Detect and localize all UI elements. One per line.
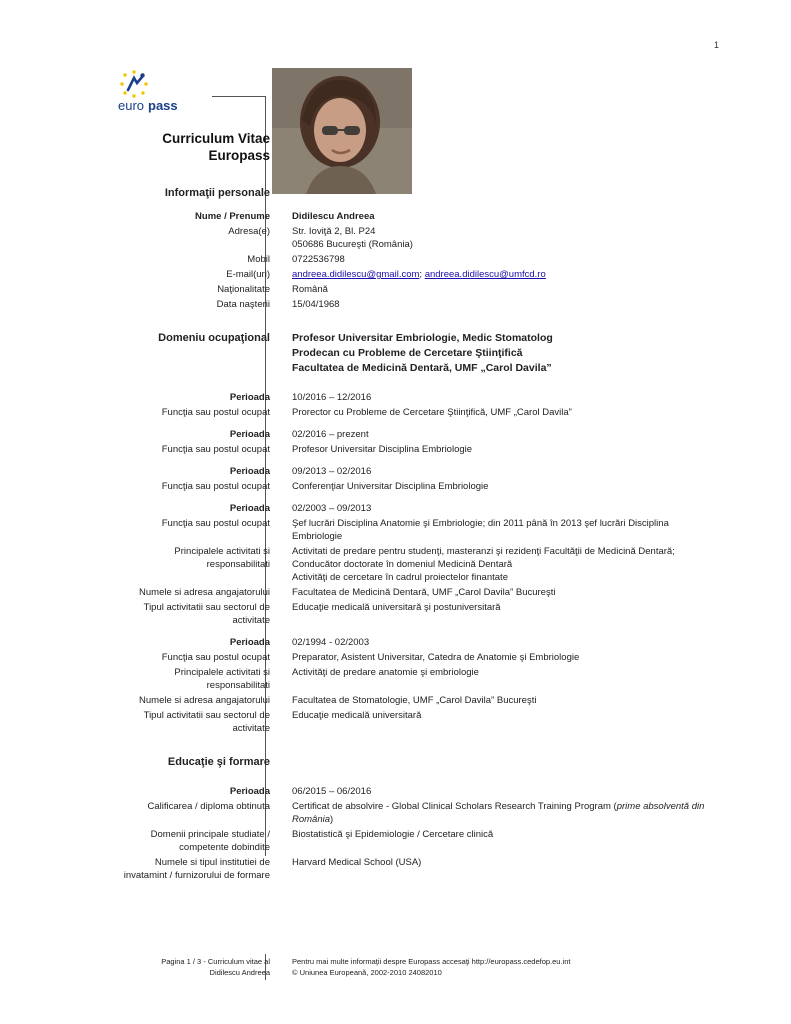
address-line-2: 050686 Bucureşti (România) xyxy=(292,239,413,250)
label-name: Nume / Prenume xyxy=(195,211,270,222)
label-edu-qualification-1: Calificarea / diploma obtinuta xyxy=(147,801,270,812)
label-sector-4: Tipul activitatii sau sectorul de activitate xyxy=(143,602,270,626)
value-edu-institution-1: Harvard Medical School (USA) xyxy=(292,857,422,868)
value-sector-4: Educaţie medicală universitară şi postuniversitară xyxy=(292,602,501,613)
row-position-1 xyxy=(0,406,791,419)
label-period-5: Perioada xyxy=(229,637,270,648)
label-email: E-mail(uri) xyxy=(226,269,270,280)
value-position-5: Preparator, Asistent Universitar, Catedra de Anatomie şi Embriologie xyxy=(292,652,580,663)
occupational-line-1: Profesor Universitar Embriologie, Medic Stomatolog xyxy=(292,332,553,344)
row-period-2 xyxy=(0,428,791,441)
page-number: 1 xyxy=(713,40,719,50)
footer-right-line-2: © Uniunea Europeană, 2002-2010 24082010 xyxy=(292,968,442,977)
occupational-line-3: Facultatea de Medicină Dentară, UMF „Carol Davila” xyxy=(292,362,552,374)
label-position-3: Funcţia sau postul ocupat xyxy=(161,481,270,492)
row-sector-4 xyxy=(0,601,791,627)
position-4-line-1: Şef lucrări Disciplina Anatomie şi Embriologie; din 2011 până în 2013 şef lucrări Disciplina xyxy=(292,518,669,529)
label-employer-5: Numele si adresa angajatorului xyxy=(139,695,270,706)
section-education-label: Educaţie şi formare xyxy=(167,756,270,768)
value-edu-subjects-1: Biostatistică şi Epidemiologie / Cercetare clinică xyxy=(292,829,494,840)
label-nationality: Naţionalitate xyxy=(217,284,270,295)
value-position-2: Profesor Universitar Disciplina Embriologie xyxy=(292,444,473,455)
value-period-2: 02/2016 – prezent xyxy=(292,429,369,440)
footer-right-line-1: Pentru mai multe informaţii despre Europass accesaţi http://europass.cedefop.eu.int xyxy=(292,957,571,966)
footer-left-line-1: Pagina 1 / 3 - Curriculum vitae al xyxy=(161,957,270,966)
label-activities-5: Principalele activitati si responsabilitati xyxy=(174,667,270,691)
title-line-2: Europass xyxy=(208,148,270,163)
email-link-1[interactable]: andreea.didilescu@gmail.com xyxy=(292,269,420,280)
value-position-3: Conferenţiar Universitar Disciplina Embriologie xyxy=(292,481,489,492)
value-email xyxy=(292,268,712,281)
label-period-2: Perioada xyxy=(229,429,270,440)
row-edu-qualification-1 xyxy=(0,800,791,826)
row-name xyxy=(0,210,791,223)
footer-right xyxy=(292,956,712,978)
label-period-4: Perioada xyxy=(229,503,270,514)
value-mobile: 0722536798 xyxy=(292,254,345,265)
row-position-2 xyxy=(0,443,791,456)
value-activities-5: Activităţi de predare anatomie şi embriologie xyxy=(292,667,479,678)
row-activities-4 xyxy=(0,545,791,584)
europass-logo xyxy=(112,68,212,116)
section-occupational-field xyxy=(0,331,791,376)
activities-4-line-1: Activitati de predare pentru studenţi, masteranzi şi rezidenţi Facultăţii de Medicină Dentară; xyxy=(292,546,675,557)
row-position-3 xyxy=(0,480,791,493)
label-edu-period-1: Perioada xyxy=(229,786,270,797)
position-4-line-2: Embriologie xyxy=(292,531,343,542)
profile-photo xyxy=(272,68,412,194)
row-position-4 xyxy=(0,517,791,543)
value-period-4: 02/2003 – 09/2013 xyxy=(292,503,372,514)
label-period-1: Perioada xyxy=(229,392,270,403)
activities-4-line-3: Activităţi de cercetare în cadrul proiectelor finantate xyxy=(292,572,508,583)
row-period-5 xyxy=(0,636,791,649)
row-email xyxy=(0,268,791,281)
label-position-5: Funcţia sau postul ocupat xyxy=(161,652,270,663)
label-edu-subjects-1: Domenii principale studiate / competente dobindite xyxy=(150,829,270,853)
value-employer-4: Facultatea de Medicină Dentară, UMF „Carol Davila” Bucureşti xyxy=(292,587,556,598)
value-edu-qualification-1 xyxy=(292,800,712,826)
section-personal-info-label: Informaţii personale xyxy=(164,187,270,199)
row-birth-date xyxy=(0,298,791,311)
label-edu-institution-1: Numele si tipul institutiei de invatamint / furnizorului de formare xyxy=(123,857,270,881)
row-period-4 xyxy=(0,502,791,515)
value-period-1: 10/2016 – 12/2016 xyxy=(292,392,372,403)
value-activities-4 xyxy=(292,545,712,584)
row-address xyxy=(0,225,791,251)
value-name: Didilescu Andreea xyxy=(292,211,375,222)
value-address xyxy=(292,225,712,251)
footer-left xyxy=(112,956,280,978)
value-nationality: Română xyxy=(292,284,328,295)
value-period-5: 02/1994 - 02/2003 xyxy=(292,637,370,648)
row-nationality xyxy=(0,283,791,296)
label-employer-4: Numele si adresa angajatorului xyxy=(139,587,270,598)
value-position-4 xyxy=(292,517,712,543)
row-edu-period-1 xyxy=(0,785,791,798)
email-separator: ; xyxy=(419,269,423,280)
row-period-1 xyxy=(0,391,791,404)
section-education xyxy=(0,755,791,770)
title-line-1: Curriculum Vitae xyxy=(162,131,270,146)
value-position-1: Prorector cu Probleme de Cercetare Ştiinţifică, UMF „Carol Davila” xyxy=(292,407,572,418)
row-period-3 xyxy=(0,465,791,478)
label-position-2: Funcţia sau postul ocupat xyxy=(161,444,270,455)
page-title xyxy=(112,130,270,164)
qualification-tail: ) xyxy=(330,814,334,825)
label-position-1: Funcţia sau postul ocupat xyxy=(161,407,270,418)
value-period-3: 09/2013 – 02/2016 xyxy=(292,466,372,477)
page-footer xyxy=(0,956,791,978)
footer-left-line-2: Didilescu Andreea xyxy=(209,968,270,977)
value-birth-date: 15/04/1968 xyxy=(292,299,340,310)
value-edu-period-1: 06/2015 – 06/2016 xyxy=(292,786,372,797)
email-link-2[interactable]: andreea.didilescu@umfcd.ro xyxy=(424,269,546,280)
row-position-5 xyxy=(0,651,791,664)
occupational-line-2: Prodecan cu Probleme de Cercetare Ştiinţifică xyxy=(292,347,523,359)
label-birth-date: Data naşterii xyxy=(216,299,270,310)
header-rule xyxy=(212,96,266,97)
cv-body xyxy=(0,186,791,884)
row-edu-institution-1 xyxy=(0,856,791,882)
section-occupational-label: Domeniu ocupaţional xyxy=(158,332,270,344)
qualification-text: Certificat de absolvire - Global Clinical Scholars Research Training Program ( xyxy=(292,801,617,812)
svg-text:pass: pass xyxy=(148,98,178,113)
value-sector-5: Educaţie medicală universitară xyxy=(292,710,422,721)
value-employer-5: Facultatea de Stomatologie, UMF „Carol Davila” Bucureşti xyxy=(292,695,537,706)
row-activities-5 xyxy=(0,666,791,692)
row-employer-4 xyxy=(0,586,791,599)
address-line-1: Str. Ioviţă 2, Bl. P24 xyxy=(292,226,376,237)
label-sector-5: Tipul activitatii sau sectorul de activitate xyxy=(143,710,270,734)
label-activities-4: Principalele activitati si responsabilitati xyxy=(174,546,270,570)
label-position-4: Funcţia sau postul ocupat xyxy=(161,518,270,529)
row-mobile xyxy=(0,253,791,266)
occupational-value xyxy=(292,331,712,376)
section-personal-info xyxy=(0,186,791,201)
row-employer-5 xyxy=(0,694,791,707)
row-sector-5 xyxy=(0,709,791,735)
qualification-emphasis: prime absolventă din România xyxy=(292,801,705,825)
activities-4-line-2: Conducător doctorate în domeniul Medicină Dentară xyxy=(292,559,513,570)
svg-text:euro: euro xyxy=(118,98,145,113)
label-mobile: Mobil xyxy=(247,254,270,265)
row-edu-subjects-1 xyxy=(0,828,791,854)
label-period-3: Perioada xyxy=(229,466,270,477)
label-address: Adresa(e) xyxy=(228,226,270,237)
